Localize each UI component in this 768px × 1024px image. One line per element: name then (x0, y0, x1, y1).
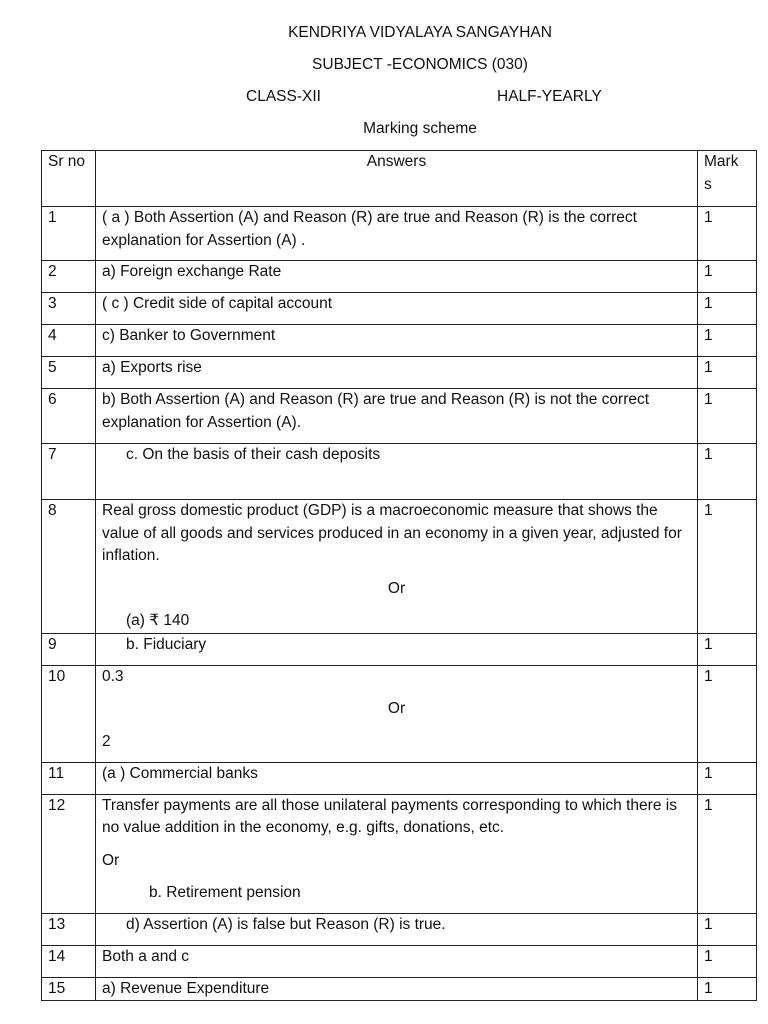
table-row (42, 977, 757, 1001)
row-marks: 1 (698, 500, 757, 634)
answer-text: ( c ) Credit side of capital account (102, 295, 333, 312)
col-header-sr (42, 151, 96, 207)
row-sr: 8 (42, 500, 96, 634)
exam-label: HALF-YEARLY (497, 88, 602, 105)
answer-alternative: 2 (102, 732, 111, 750)
row-answer (96, 794, 698, 913)
row-sr: 14 (42, 945, 96, 977)
row-sr: 11 (42, 762, 96, 794)
answer-alternative: (a) ₹ 140 (126, 612, 190, 629)
table-row (42, 325, 757, 357)
table-row (42, 665, 757, 762)
answer-text: 0.3 (102, 667, 124, 685)
row-sr: 2 (42, 261, 96, 293)
marking-scheme-table (41, 150, 757, 1001)
row-marks: 1 (698, 207, 757, 261)
answer-text: a) Revenue Expenditure (102, 979, 270, 997)
or-separator: Or (387, 700, 406, 717)
row-answer (96, 762, 698, 794)
row-sr: 7 (42, 444, 96, 500)
row-marks: 1 (698, 913, 757, 945)
col-header-answers (96, 151, 698, 207)
row-marks: 1 (698, 665, 757, 762)
row-marks: 1 (698, 444, 757, 500)
table-row (42, 762, 757, 794)
answer-text: Transfer payments are all those unilateral payments corresponding to which there is no value addition in the economy, e.g. gifts, donations, etc. (102, 796, 677, 836)
answer-text: Both a and c (102, 947, 190, 965)
row-answer (96, 633, 698, 665)
row-sr: 1 (42, 207, 96, 261)
table-row (42, 945, 757, 977)
table-row (42, 207, 757, 261)
row-marks: 1 (698, 794, 757, 913)
row-sr: 3 (42, 293, 96, 325)
row-sr: 9 (42, 633, 96, 665)
row-sr: 12 (42, 794, 96, 913)
table-row (42, 261, 757, 293)
row-marks: 1 (698, 945, 757, 977)
row-marks: 1 (698, 977, 757, 1001)
row-marks: 1 (698, 389, 757, 444)
row-marks: 1 (698, 762, 757, 794)
answer-text: a) Exports rise (102, 359, 202, 376)
row-answer (96, 389, 698, 444)
table-row (42, 794, 757, 913)
row-answer (96, 977, 698, 1001)
row-answer (96, 665, 698, 762)
subject-heading: SUBJECT -ECONOMICS (030) (312, 56, 528, 73)
answer-text: Real gross domestic product (GDP) is a macroeconomic measure that shows the value of all goods and services produced in an economy in a given year, adjusted for inflation. (102, 502, 682, 564)
or-separator: Or (102, 851, 120, 869)
table-row (42, 357, 757, 389)
row-answer (96, 945, 698, 977)
answer-alternative: b. Retirement pension (149, 884, 301, 901)
answer-text: a) Foreign exchange Rate (102, 263, 282, 280)
row-answer (96, 913, 698, 945)
answer-text: c. On the basis of their cash deposits (126, 446, 381, 463)
document-title: Marking scheme (363, 120, 477, 137)
col-header-answers-label: Answers (366, 153, 427, 170)
row-sr: 4 (42, 325, 96, 357)
row-marks: 1 (698, 261, 757, 293)
row-sr: 5 (42, 357, 96, 389)
row-marks: 1 (698, 633, 757, 665)
row-sr: 10 (42, 665, 96, 762)
row-answer (96, 444, 698, 500)
row-answer (96, 357, 698, 389)
row-answer (96, 293, 698, 325)
table-row (42, 633, 757, 665)
answer-text: b) Both Assertion (A) and Reason (R) are true and Reason (R) is not the correct explanation for Assertion (A). (102, 391, 650, 431)
answer-text: d) Assertion (A) is false but Reason (R) is true. (126, 915, 446, 933)
row-answer (96, 500, 698, 634)
table-row (42, 293, 757, 325)
row-answer (96, 261, 698, 293)
row-sr: 13 (42, 913, 96, 945)
answer-text: c) Banker to Government (102, 327, 276, 344)
col-header-sr-label: Sr no (48, 153, 86, 170)
org-heading: KENDRIYA VIDYALAYA SANGAYHAN (288, 24, 552, 41)
class-label: CLASS-XII (246, 88, 321, 105)
or-separator: Or (387, 579, 406, 597)
table-row (42, 389, 757, 444)
row-sr: 15 (42, 977, 96, 1001)
row-answer (96, 207, 698, 261)
answer-text: (a ) Commercial banks (102, 764, 258, 782)
row-marks: 1 (698, 325, 757, 357)
answer-text: b. Fiduciary (126, 635, 207, 653)
row-answer (96, 325, 698, 357)
col-header-marks-label: Mark s (704, 153, 739, 193)
row-sr: 6 (42, 389, 96, 444)
table-row (42, 913, 757, 945)
answer-text: ( a ) Both Assertion (A) and Reason (R) are true and Reason (R) is the correct explanation for Assertion (A) . (102, 209, 637, 249)
col-header-marks (698, 151, 757, 207)
row-marks: 1 (698, 293, 757, 325)
table-row (42, 500, 757, 634)
table-row (42, 444, 757, 500)
table-header-row (42, 151, 757, 207)
row-marks: 1 (698, 357, 757, 389)
